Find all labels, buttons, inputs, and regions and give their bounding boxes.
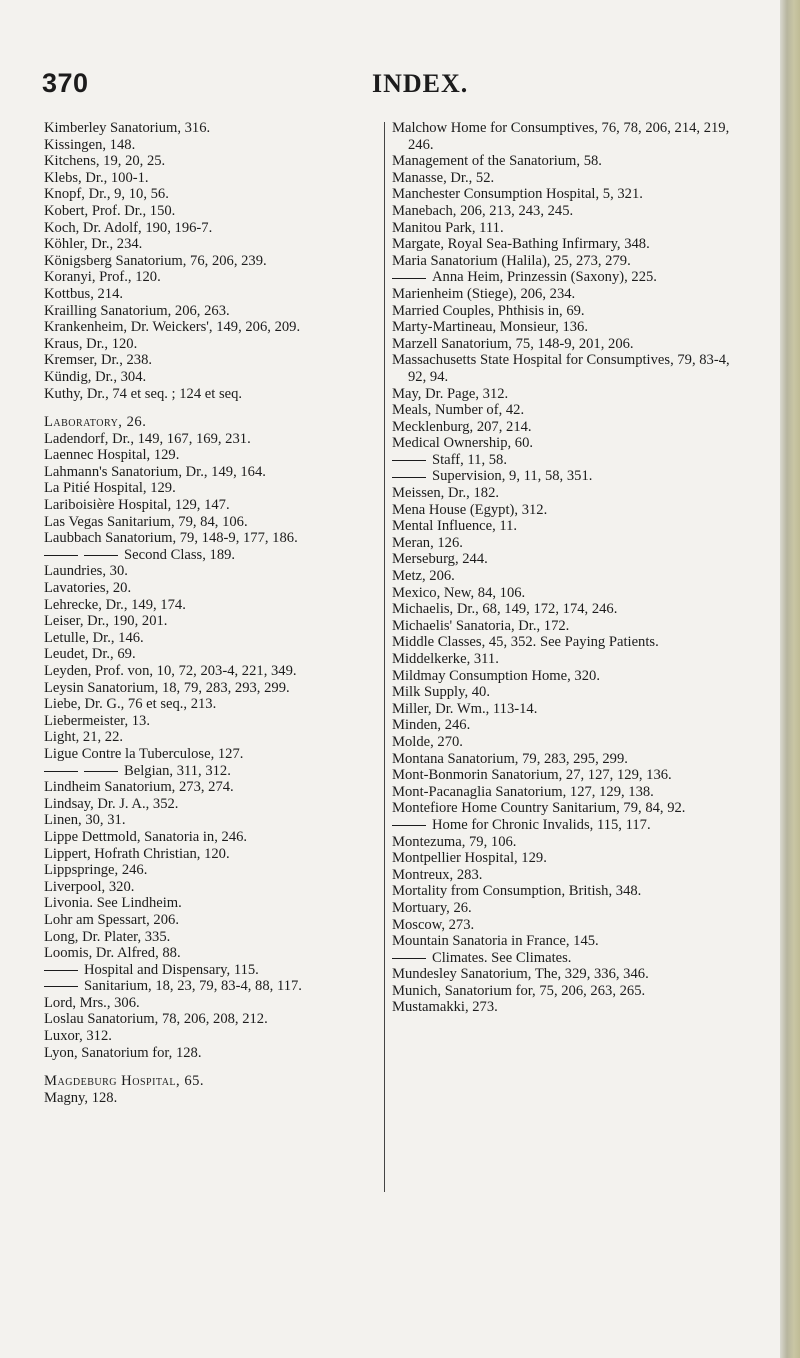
index-entry <box>44 597 384 614</box>
index-entry <box>392 883 736 900</box>
index-entry <box>44 1045 384 1062</box>
index-entry <box>44 497 384 514</box>
index-entry <box>392 336 736 353</box>
index-entry <box>392 668 736 685</box>
index-entry-text: Light, 21, 22. <box>44 729 124 746</box>
index-entry <box>392 468 736 485</box>
index-entry-text: Laundries, 30. <box>44 563 128 580</box>
index-entry-text: Mundesley Sanatorium, The, 329, 336, 346. <box>392 966 649 983</box>
index-entry <box>44 680 384 697</box>
index-entry-text: Mortality from Consumption, British, 348. <box>392 883 642 900</box>
index-entry-text: Lippert, Hofrath Christian, 120. <box>44 845 230 862</box>
index-entry-text: Krailling Sanatorium, 206, 263. <box>44 302 230 319</box>
index-entry-text: Königsberg Sanatorium, 76, 206, 239. <box>44 252 267 269</box>
index-entry <box>44 646 384 663</box>
index-entry <box>44 713 384 730</box>
index-entry <box>392 767 736 784</box>
index-entry-text: Lindheim Sanatorium, 273, 274. <box>44 779 234 796</box>
index-entry-text: Lyon, Sanatorium for, 128. <box>44 1044 202 1061</box>
index-entry-text: May, Dr. Page, 312. <box>392 385 509 402</box>
index-entry <box>44 746 384 763</box>
index-entry-text: Lariboisière Hospital, 129, 147. <box>44 497 230 514</box>
index-entry-text: Magdeburg Hospital, 65. <box>44 1073 205 1090</box>
index-entry-text: Leysin Sanatorium, 18, 79, 283, 293, 299. <box>44 679 290 696</box>
index-entry <box>392 800 736 817</box>
index-entry <box>44 812 384 829</box>
index-entry <box>44 879 384 896</box>
index-entry <box>44 696 384 713</box>
ditto-dash <box>44 970 78 971</box>
index-entry-text: Munich, Sanatorium for, 75, 206, 263, 265. <box>392 982 646 999</box>
index-entry-text: Kitchens, 19, 20, 25. <box>44 153 166 170</box>
index-entry-text: Marienheim (Stiege), 206, 234. <box>392 285 576 302</box>
index-entry <box>44 530 384 547</box>
index-entry-text: Supervision, 9, 11, 58, 351. <box>432 468 593 485</box>
index-entry <box>392 485 736 502</box>
index-entry-text: Montezuma, 79, 106. <box>392 833 517 850</box>
index-entry <box>44 1028 384 1045</box>
index-entry-text: Mena House (Egypt), 312. <box>392 501 548 518</box>
index-entry <box>44 895 384 912</box>
index-entry-text: Laennec Hospital, 129. <box>44 447 180 464</box>
index-entry <box>44 336 384 353</box>
index-entry <box>392 518 736 535</box>
page-header <box>0 68 780 104</box>
index-entry-text: Home for Chronic Invalids, 115, 117. <box>432 816 651 833</box>
index-entry <box>44 253 384 270</box>
index-entry <box>44 962 384 979</box>
index-entry <box>392 651 736 668</box>
index-entry-text: Köhler, Dr., 234. <box>44 236 143 253</box>
index-entry <box>392 684 736 701</box>
index-entry-text: Krankenheim, Dr. Weickers', 149, 206, 209. <box>44 319 301 336</box>
index-entry <box>392 568 736 585</box>
index-entry <box>392 253 736 270</box>
index-entry <box>44 796 384 813</box>
index-entry-text: Michaelis, Dr., 68, 149, 172, 174, 246. <box>392 601 618 618</box>
index-entry <box>44 220 384 237</box>
index-entry <box>392 618 736 635</box>
index-entry <box>44 414 384 431</box>
index-entry <box>44 319 384 336</box>
index-entry <box>44 137 384 154</box>
index-entry <box>44 779 384 796</box>
index-entry <box>44 929 384 946</box>
index-entry-text: Ligue Contre la Tuberculose, 127. <box>44 745 244 762</box>
index-entry-text: Meals, Number of, 42. <box>392 402 525 419</box>
index-entry <box>44 613 384 630</box>
index-entry <box>44 663 384 680</box>
index-entry-text: Letulle, Dr., 146. <box>44 629 144 646</box>
index-entry <box>44 846 384 863</box>
index-entry <box>44 945 384 962</box>
index-entry-text: Lindsay, Dr. J. A., 352. <box>44 795 179 812</box>
index-entry-text: Meran, 126. <box>392 534 463 551</box>
index-entry-text: Medical Ownership, 60. <box>392 435 534 452</box>
index-entry <box>392 834 736 851</box>
index-entry <box>392 983 736 1000</box>
index-entry-text: Meissen, Dr., 182. <box>392 485 500 502</box>
index-entry <box>392 817 736 834</box>
index-entry-text: Sanitarium, 18, 23, 79, 83-4, 88, 117. <box>84 978 302 995</box>
index-entry-text: Margate, Royal Sea-Bathing Infirmary, 348. <box>392 236 650 253</box>
index-entry-text: Liebe, Dr. G., 76 et seq., 213. <box>44 696 217 713</box>
index-entry-text: Ladendorf, Dr., 149, 167, 169, 231. <box>44 430 251 447</box>
page-number: 370 <box>42 68 89 98</box>
index-entry-text: Mortuary, 26. <box>392 899 472 916</box>
index-entry <box>44 829 384 846</box>
index-entry <box>44 203 384 220</box>
index-entry <box>44 386 384 403</box>
index-entry-text: Kündig, Dr., 304. <box>44 368 147 385</box>
index-entry-text: Mental Influence, 11. <box>392 518 518 535</box>
index-entry-text: La Pitié Hospital, 129. <box>44 480 176 497</box>
index-entry <box>44 153 384 170</box>
index-entry-text: Middle Classes, 45, 352. See Paying Patients. <box>392 634 659 651</box>
index-entry <box>392 186 736 203</box>
index-entry <box>392 751 736 768</box>
index-entry-text: Manebach, 206, 213, 243, 245. <box>392 202 574 219</box>
index-entry <box>392 319 736 336</box>
index-entry-text: Milk Supply, 40. <box>392 684 490 701</box>
index-entry <box>44 630 384 647</box>
index-entry <box>44 763 384 780</box>
index-entry-text: Liebermeister, 13. <box>44 712 150 729</box>
index-entry-text: Metz, 206. <box>392 568 455 585</box>
column-divider <box>384 122 385 1192</box>
index-entry <box>44 464 384 481</box>
index-entry-text: Manasse, Dr., 52. <box>392 169 495 186</box>
index-entry <box>392 153 736 170</box>
index-column-right <box>392 120 736 1016</box>
index-entry <box>392 303 736 320</box>
index-entry-text: Climates. See Climates. <box>432 949 572 966</box>
index-entry-text: Leudet, Dr., 69. <box>44 646 136 663</box>
index-entry-text: Minden, 246. <box>392 717 471 734</box>
page-edge <box>780 0 800 1358</box>
ditto-dash <box>392 477 426 478</box>
index-entry-text: Molde, 270. <box>392 733 463 750</box>
index-entry <box>44 480 384 497</box>
index-entry-text: Massachusetts State Hospital for Consumptives, 79, 83-4, 92, 94. <box>392 352 730 385</box>
index-entry-text: Kuthy, Dr., 74 et seq. ; 124 et seq. <box>44 385 243 402</box>
index-entry-text: Lord, Mrs., 306. <box>44 994 140 1011</box>
index-entry-text: Manchester Consumption Hospital, 5, 321. <box>392 186 643 203</box>
index-entry <box>392 535 736 552</box>
index-entry-text: Lavatories, 20. <box>44 580 132 597</box>
index-entry <box>392 734 736 751</box>
index-column-left <box>44 120 384 1106</box>
index-entry-text: Montefiore Home Country Sanitarium, 79, 84, 92. <box>392 800 686 817</box>
index-entry <box>392 402 736 419</box>
index-entry <box>44 563 384 580</box>
index-entry-text: Marzell Sanatorium, 75, 148-9, 201, 206. <box>392 335 634 352</box>
index-entry-text: Koranyi, Prof., 120. <box>44 269 161 286</box>
index-entry <box>44 1090 384 1107</box>
index-entry <box>392 900 736 917</box>
index-entry <box>392 867 736 884</box>
index-entry <box>392 502 736 519</box>
index-entry <box>44 447 384 464</box>
index-entry-text: Mustamakki, 273. <box>392 999 498 1016</box>
index-entry <box>392 170 736 187</box>
ditto-dash <box>44 771 78 772</box>
index-entry <box>44 514 384 531</box>
index-entry <box>44 170 384 187</box>
index-entry-text: Maria Sanatorium (Halila), 25, 273, 279. <box>392 252 631 269</box>
section-gap <box>44 402 384 414</box>
index-entry-text: Marty-Martineau, Monsieur, 136. <box>392 319 588 336</box>
index-entry-text: Knopf, Dr., 9, 10, 56. <box>44 186 169 203</box>
index-entry <box>44 547 384 564</box>
index-entry-text: Malchow Home for Consumptives, 76, 78, 206, 214, 219, 246. <box>392 120 730 153</box>
index-entry-text: Kissingen, 148. <box>44 136 136 153</box>
index-entry-text: Lippspringe, 246. <box>44 862 148 879</box>
index-entry <box>392 236 736 253</box>
index-entry <box>392 203 736 220</box>
index-entry <box>392 933 736 950</box>
index-entry-text: Leiser, Dr., 190, 201. <box>44 613 168 630</box>
index-entry <box>392 999 736 1016</box>
index-entry <box>392 850 736 867</box>
index-entry <box>44 1073 384 1090</box>
index-entry-text: Anna Heim, Prinzessin (Saxony), 225. <box>432 269 657 286</box>
index-entry-text: Montana Sanatorium, 79, 283, 295, 299. <box>392 750 628 767</box>
index-entry-text: Liverpool, 320. <box>44 878 135 895</box>
index-entry-text: Staff, 11, 58. <box>432 451 507 468</box>
index-entry <box>392 585 736 602</box>
index-entry-text: Kottbus, 214. <box>44 285 124 302</box>
index-entry <box>392 966 736 983</box>
index-entry-text: Married Couples, Phthisis in, 69. <box>392 302 585 319</box>
index-entry <box>392 286 736 303</box>
index-entry <box>392 269 736 286</box>
index-entry <box>44 120 384 137</box>
index-entry <box>44 580 384 597</box>
index-entry <box>392 435 736 452</box>
ditto-dash <box>84 771 118 772</box>
index-entry-text: Kobert, Prof. Dr., 150. <box>44 202 176 219</box>
index-entry <box>44 286 384 303</box>
index-entry <box>44 186 384 203</box>
index-entry-text: Middelkerke, 311. <box>392 651 499 667</box>
index-entry-text: Koch, Dr. Adolf, 190, 196-7. <box>44 219 213 236</box>
index-entry-text: Loomis, Dr. Alfred, 88. <box>44 945 181 962</box>
section-gap <box>44 1061 384 1073</box>
index-entry-text: Leyden, Prof. von, 10, 72, 203-4, 221, 349. <box>44 663 297 679</box>
index-entry <box>44 729 384 746</box>
ditto-dash <box>392 825 426 826</box>
index-entry-text: Miller, Dr. Wm., 113-14. <box>392 700 538 717</box>
index-entry <box>44 978 384 995</box>
index-entry-text: Mildmay Consumption Home, 320. <box>392 667 600 684</box>
index-entry <box>44 1011 384 1028</box>
index-entry-text: Kremser, Dr., 238. <box>44 352 153 369</box>
index-entry <box>44 912 384 929</box>
index-entry-text: Long, Dr. Plater, 335. <box>44 928 171 945</box>
index-entry-text: Montpellier Hospital, 129. <box>392 850 547 867</box>
index-entry-text: Mountain Sanatoria in France, 145. <box>392 933 599 950</box>
index-entry-text: Mont-Pacanaglia Sanatorium, 127, 129, 138. <box>392 783 654 800</box>
index-entry <box>44 995 384 1012</box>
index-entry-text: Management of the Sanatorium, 58. <box>392 153 602 170</box>
index-entry <box>392 701 736 718</box>
index-entry <box>392 784 736 801</box>
index-entry <box>44 431 384 448</box>
index-entry <box>392 452 736 469</box>
ditto-dash <box>392 278 426 279</box>
running-head: INDEX. <box>372 69 469 98</box>
index-entry <box>392 352 736 385</box>
index-entry-text: Laubbach Sanatorium, 79, 148-9, 177, 186. <box>44 530 298 547</box>
index-entry <box>44 303 384 320</box>
index-entry <box>392 386 736 403</box>
index-entry-text: Laboratory, 26. <box>44 414 147 431</box>
index-entry-text: Mecklenburg, 207, 214. <box>392 418 532 435</box>
index-entry <box>44 269 384 286</box>
index-entry-text: Loslau Sanatorium, 78, 206, 208, 212. <box>44 1011 268 1028</box>
index-entry-text: Lohr am Spessart, 206. <box>44 911 179 928</box>
index-entry-text: Michaelis' Sanatoria, Dr., 172. <box>392 617 570 634</box>
index-entry-text: Linen, 30, 31. <box>44 812 126 829</box>
index-entry-text: Magny, 128. <box>44 1089 118 1106</box>
index-entry <box>392 717 736 734</box>
index-entry-text: Klebs, Dr., 100-1. <box>44 169 149 186</box>
index-entry-text: Manitou Park, 111. <box>392 219 504 236</box>
index-entry-text: Lehrecke, Dr., 149, 174. <box>44 596 186 613</box>
index-entry <box>44 369 384 386</box>
index-entry-text: Kimberley Sanatorium, 316. <box>44 120 211 136</box>
index-entry-text: Hospital and Dispensary, 115. <box>84 961 259 978</box>
index-entry <box>44 352 384 369</box>
ditto-dash <box>84 555 118 556</box>
index-entry <box>392 551 736 568</box>
index-entry-text: Luxor, 312. <box>44 1028 112 1045</box>
index-entry <box>392 220 736 237</box>
index-entry <box>44 236 384 253</box>
index-entry-text: Moscow, 273. <box>392 916 475 933</box>
index-entry-text: Mont-Bonmorin Sanatorium, 27, 127, 129, 136. <box>392 767 672 784</box>
index-entry-text: Montreux, 283. <box>392 866 483 883</box>
index-entry-text: Belgian, 311, 312. <box>124 762 231 779</box>
index-entry-text: Kraus, Dr., 120. <box>44 335 138 352</box>
index-entry-text: Lippe Dettmold, Sanatoria in, 246. <box>44 828 248 845</box>
index-entry-text: Second Class, 189. <box>124 546 236 563</box>
index-entry <box>44 862 384 879</box>
ditto-dash <box>44 986 78 987</box>
index-entry-text: Las Vegas Sanitarium, 79, 84, 106. <box>44 513 248 530</box>
ditto-dash <box>44 555 78 556</box>
index-entry <box>392 950 736 967</box>
index-entry-text: Lahmann's Sanatorium, Dr., 149, 164. <box>44 463 266 480</box>
index-entry-text: Mexico, New, 84, 106. <box>392 584 526 601</box>
index-entry <box>392 120 736 153</box>
index-entry <box>392 634 736 651</box>
index-entry <box>392 601 736 618</box>
ditto-dash <box>392 460 426 461</box>
index-entry <box>392 419 736 436</box>
ditto-dash <box>392 958 426 959</box>
index-entry <box>392 917 736 934</box>
index-entry-text: Livonia. See Lindheim. <box>44 895 182 912</box>
index-entry-text: Merseburg, 244. <box>392 551 488 568</box>
